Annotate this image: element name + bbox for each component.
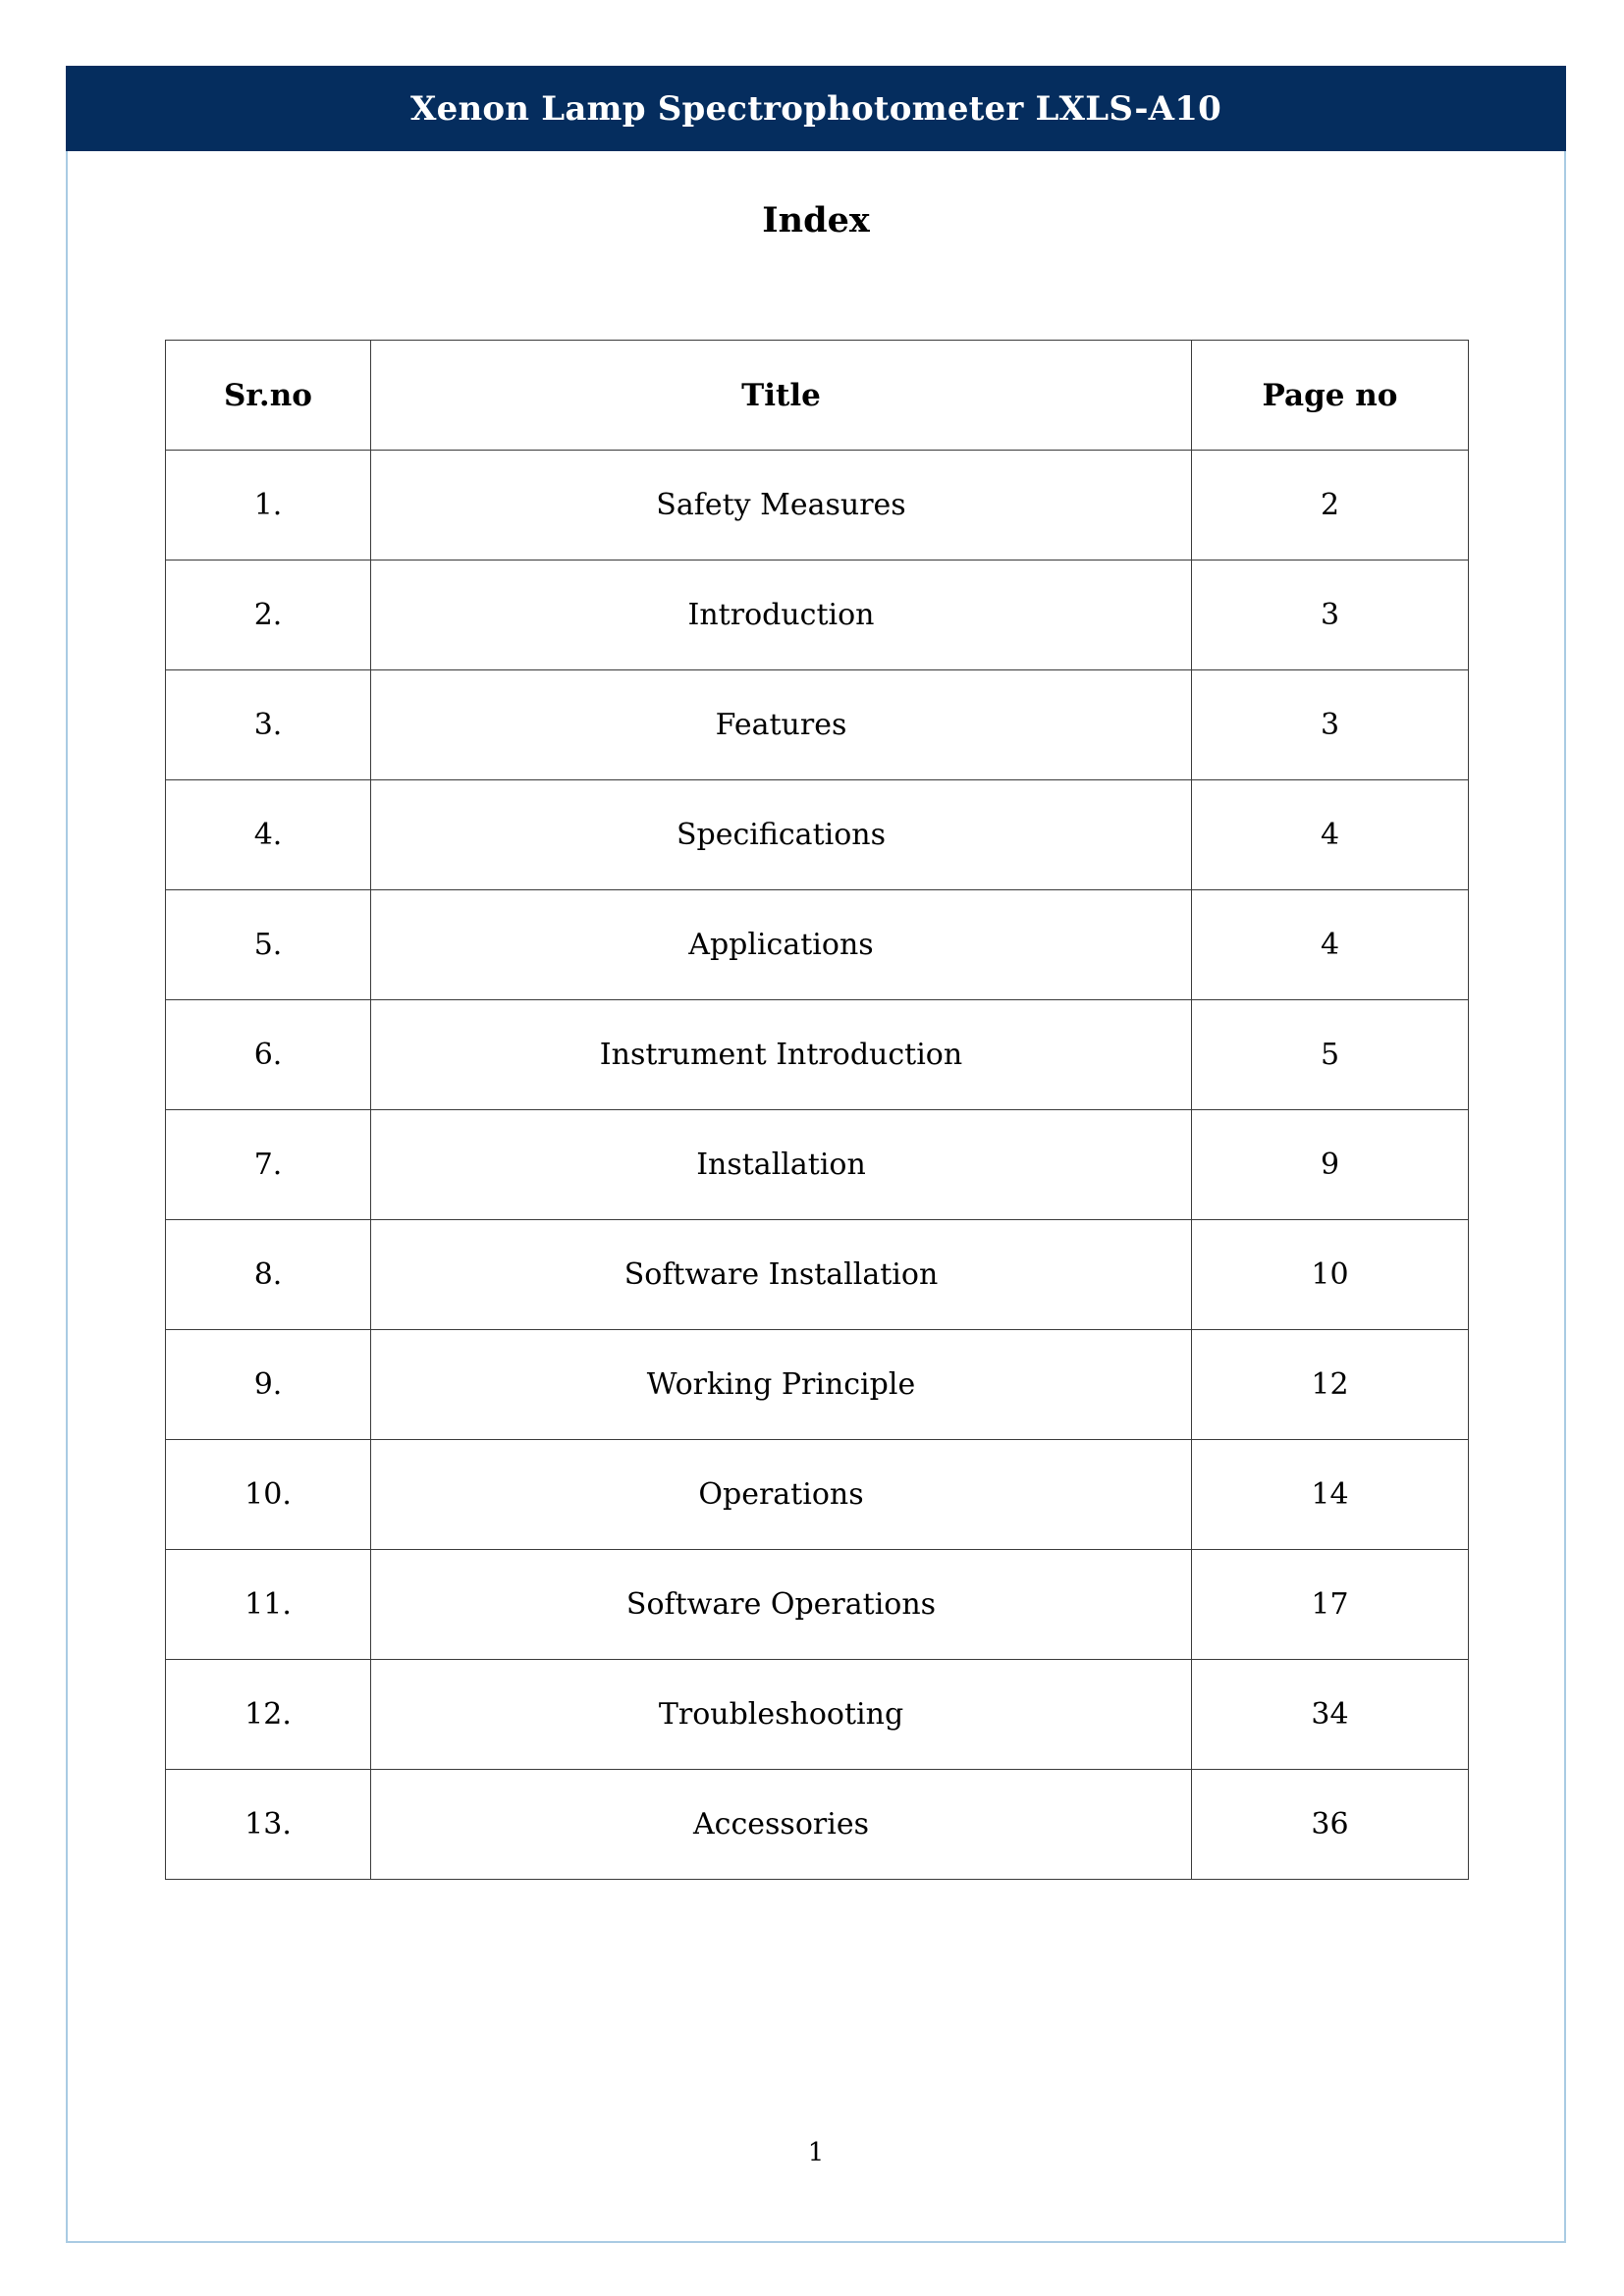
row-srno: 6. [166, 1000, 371, 1110]
table-row[interactable] [166, 1220, 1469, 1330]
row-srno: 8. [166, 1220, 371, 1330]
row-srno: 9. [166, 1330, 371, 1440]
row-title[interactable]: Introduction [371, 561, 1192, 670]
row-page-no: 17 [1192, 1550, 1469, 1660]
page-number: 1 [807, 2138, 825, 2167]
index-table [165, 340, 1469, 1880]
row-page-no: 12 [1192, 1330, 1469, 1440]
table-row[interactable] [166, 1660, 1469, 1770]
table-row[interactable] [166, 780, 1469, 890]
row-page-no: 5 [1192, 1000, 1469, 1110]
row-srno: 4. [166, 780, 371, 890]
row-title[interactable]: Working Principle [371, 1330, 1192, 1440]
row-title[interactable]: Software Operations [371, 1550, 1192, 1660]
table-row[interactable] [166, 670, 1469, 780]
row-srno: 7. [166, 1110, 371, 1220]
column-header-page-no: Page no [1192, 341, 1469, 451]
row-page-no: 4 [1192, 780, 1469, 890]
document-title: Xenon Lamp Spectrophotometer LXLS-A10 [410, 88, 1221, 129]
row-page-no: 9 [1192, 1110, 1469, 1220]
table-row[interactable] [166, 1000, 1469, 1110]
row-title[interactable]: Software Installation [371, 1220, 1192, 1330]
row-title[interactable]: Safety Measures [371, 451, 1192, 561]
row-title[interactable]: Troubleshooting [371, 1660, 1192, 1770]
row-srno: 11. [166, 1550, 371, 1660]
row-title[interactable]: Accessories [371, 1770, 1192, 1880]
row-page-no: 2 [1192, 451, 1469, 561]
table-row[interactable] [166, 1550, 1469, 1660]
row-page-no: 3 [1192, 561, 1469, 670]
table-row[interactable] [166, 451, 1469, 561]
row-title[interactable]: Installation [371, 1110, 1192, 1220]
row-srno: 10. [166, 1440, 371, 1550]
row-title[interactable]: Specifications [371, 780, 1192, 890]
row-srno: 5. [166, 890, 371, 1000]
table-row[interactable] [166, 1110, 1469, 1220]
column-header-srno: Sr.no [166, 341, 371, 451]
row-page-no: 34 [1192, 1660, 1469, 1770]
index-heading: Index [762, 200, 870, 240]
row-srno: 2. [166, 561, 371, 670]
row-srno: 13. [166, 1770, 371, 1880]
row-title[interactable]: Operations [371, 1440, 1192, 1550]
row-srno: 1. [166, 451, 371, 561]
table-row[interactable] [166, 561, 1469, 670]
column-header-title: Title [371, 341, 1192, 451]
row-title[interactable]: Applications [371, 890, 1192, 1000]
row-page-no: 3 [1192, 670, 1469, 780]
row-page-no: 10 [1192, 1220, 1469, 1330]
row-srno: 3. [166, 670, 371, 780]
table-row[interactable] [166, 1770, 1469, 1880]
table-row[interactable] [166, 890, 1469, 1000]
row-title[interactable]: Features [371, 670, 1192, 780]
table-row[interactable] [166, 1330, 1469, 1440]
row-page-no: 14 [1192, 1440, 1469, 1550]
table-header-row [166, 341, 1469, 451]
row-page-no: 4 [1192, 890, 1469, 1000]
row-page-no: 36 [1192, 1770, 1469, 1880]
row-title[interactable]: Instrument Introduction [371, 1000, 1192, 1110]
row-srno: 12. [166, 1660, 371, 1770]
header-bar [66, 66, 1566, 151]
table-row[interactable] [166, 1440, 1469, 1550]
